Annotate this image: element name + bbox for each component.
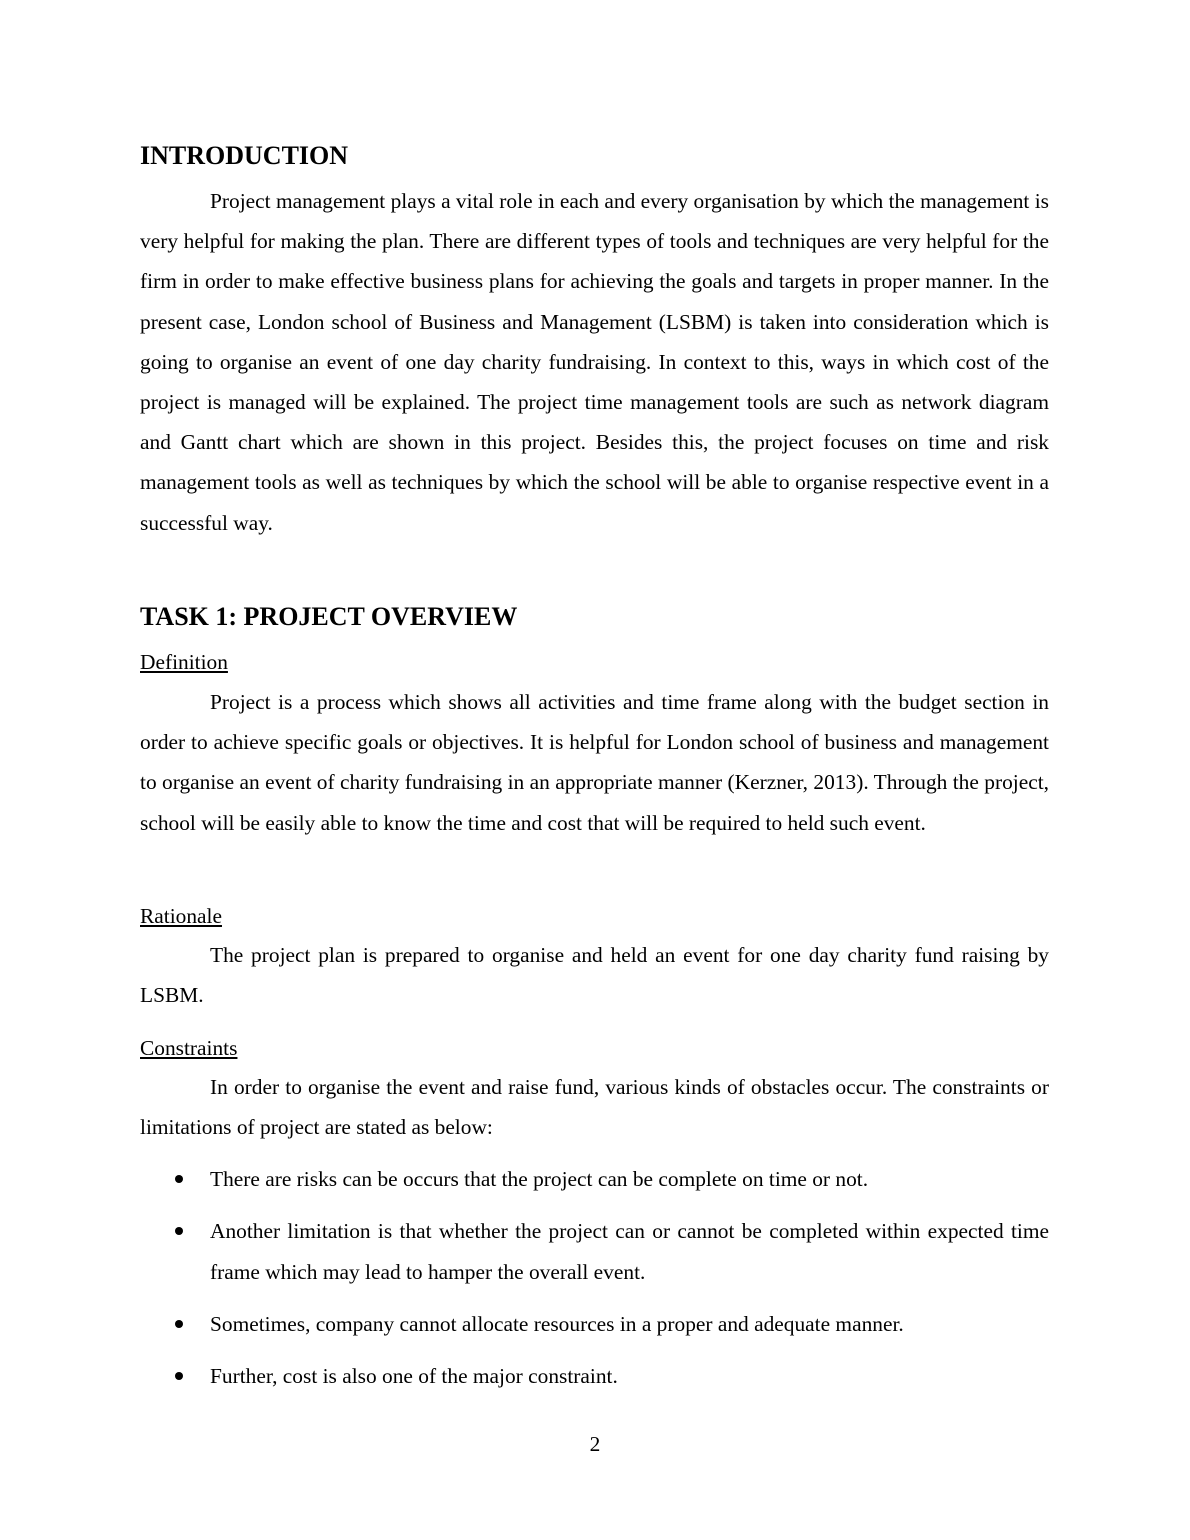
list-item (140, 1304, 1049, 1345)
bullet-icon (175, 1227, 183, 1235)
page-number: 2 (589, 1432, 601, 1456)
list-item (140, 1356, 1049, 1397)
introduction-paragraph: Project management plays a vital role in each and every organisation by which the management is very helpful for making the plan. There are different types of tools and techniques are very helpful for the firm in order to make effective business plans for achieving the goals and targets in proper manner. In the present case, London school of Business and Management (LSBM) is taken into consideration which is going to organise an event of one day charity fundraising. In context to this, ways in which cost of the project is managed will be explained. The project time management tools are such as network diagram and Gantt chart which are shown in this project. Besides this, the project focuses on time and risk management tools as well as techniques by which the school will be able to organise respective event in a successful way. (140, 189, 1049, 535)
bullet-text: Further, cost is also one of the major constraint. (210, 1364, 618, 1388)
list-item (140, 1211, 1049, 1293)
rationale-subheading: Rationale (140, 904, 222, 928)
bullet-text: Sometimes, company cannot allocate resources in a proper and adequate manner. (210, 1312, 904, 1336)
constraints-paragraph: In order to organise the event and raise fund, various kinds of obstacles occur. The constraints or limitations of project are stated as below: (140, 1075, 1049, 1140)
definition-paragraph: Project is a process which shows all activities and time frame along with the budget section in order to achieve specific goals or objectives. It is helpful for London school of business and management to organise an event of charity fundraising in an appropriate manner (Kerzner, 2013). Through the project, school will be easily able to know the time and cost that will be required to held such event. (140, 690, 1049, 835)
task1-heading: TASK 1: PROJECT OVERVIEW (140, 602, 518, 631)
introduction-heading: INTRODUCTION (140, 141, 349, 170)
bullet-text: There are risks can be occurs that the project can be complete on time or not. (210, 1167, 869, 1191)
constraints-bullet-list (140, 1159, 1049, 1408)
bullet-icon (175, 1320, 183, 1328)
rationale-paragraph: The project plan is prepared to organise and held an event for one day charity fund raising by LSBM. (140, 943, 1049, 1008)
bullet-icon (175, 1175, 183, 1183)
list-item (140, 1159, 1049, 1200)
constraints-subheading: Constraints (140, 1036, 238, 1060)
bullet-text: Another limitation is that whether the project can or cannot be completed within expected time frame which may lead to hamper the overall event. (210, 1219, 1049, 1284)
definition-subheading: Definition (140, 650, 228, 674)
bullet-icon (175, 1372, 183, 1380)
